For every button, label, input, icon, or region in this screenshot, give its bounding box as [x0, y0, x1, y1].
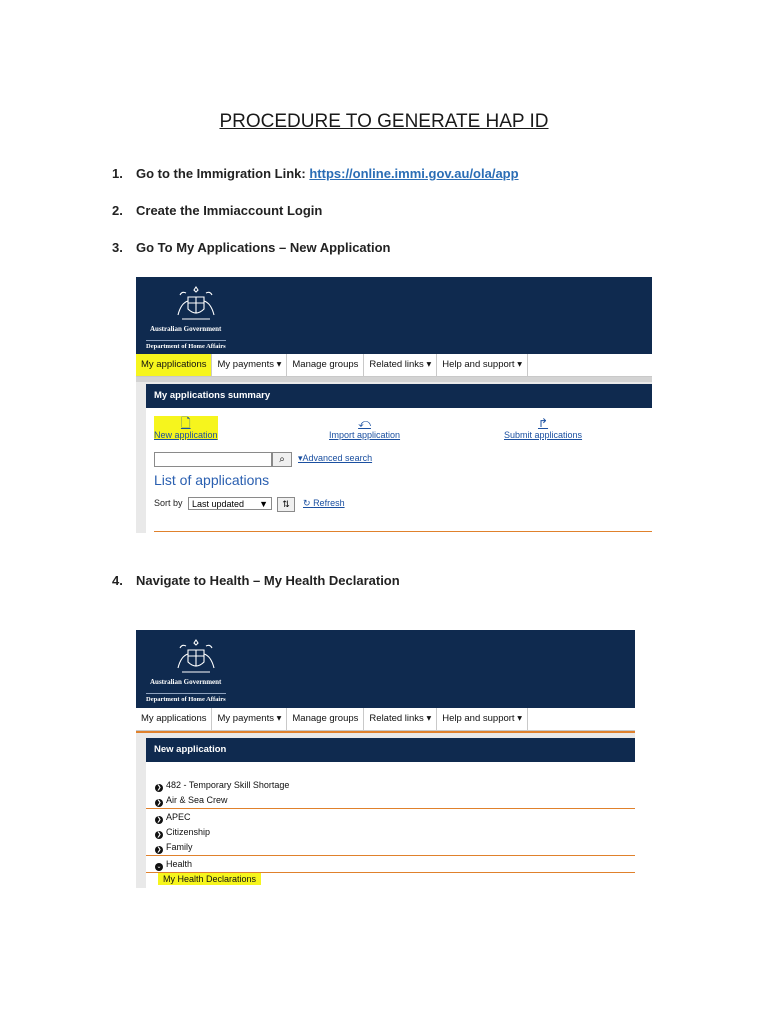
- coat-of-arms-icon: [174, 285, 218, 323]
- banner-government-text: Australian Government: [150, 678, 222, 686]
- search-button[interactable]: [272, 452, 292, 467]
- nav-help-support[interactable]: Help and support ▾: [437, 354, 528, 376]
- nav-my-payments[interactable]: My payments ▾: [212, 354, 287, 376]
- step-2: [112, 203, 322, 218]
- item-label: Family: [166, 842, 193, 852]
- banner-department-text: Department of Home Affairs: [146, 693, 226, 703]
- nav-my-payments[interactable]: My payments ▾: [212, 708, 287, 730]
- item-label: Health: [166, 859, 193, 869]
- search-icon: ⌕: [279, 454, 285, 465]
- top-nav: [136, 354, 652, 377]
- action-label: Import application: [329, 430, 401, 440]
- list-item[interactable]: [146, 825, 635, 840]
- chevron-right-icon: ❯: [156, 785, 162, 791]
- step-text: Go To My Applications – New Application: [136, 240, 391, 255]
- step-number: 4.: [112, 573, 123, 588]
- step-1: [112, 166, 519, 181]
- refresh-icon: ↻: [303, 498, 311, 508]
- nav-help-support[interactable]: Help and support ▾: [437, 708, 528, 730]
- coat-of-arms-icon: [174, 638, 218, 676]
- nav-my-applications[interactable]: My applications: [136, 354, 212, 376]
- screenshot-applications-summary: [136, 277, 652, 533]
- list-item[interactable]: [146, 840, 635, 856]
- step-text: Go to the Immigration Link:: [136, 166, 310, 181]
- step-text: Create the Immiaccount Login: [136, 203, 323, 218]
- advanced-search-label: Advanced search: [302, 453, 373, 463]
- list-item[interactable]: [146, 793, 635, 809]
- import-icon: ⤺: [358, 416, 371, 430]
- new-application-link[interactable]: [154, 416, 218, 440]
- step-number: 1.: [112, 166, 123, 181]
- step-3: [112, 240, 390, 255]
- top-nav: [136, 708, 635, 731]
- chevron-right-icon: ❯: [156, 817, 162, 823]
- nav-accent: [136, 731, 635, 733]
- nav-strip: [136, 377, 652, 382]
- item-label: Citizenship: [166, 827, 211, 837]
- list-item[interactable]: [146, 778, 635, 793]
- document-icon: 🗋: [154, 416, 218, 430]
- list-item-health[interactable]: [146, 857, 635, 873]
- site-banner: [136, 630, 635, 708]
- sort-icon: ⇅: [282, 499, 290, 509]
- chevron-down-icon: ⌄: [156, 864, 162, 870]
- screenshot-new-application: [136, 630, 635, 888]
- government-crest: [146, 638, 246, 703]
- banner-department-text: Department of Home Affairs: [146, 340, 226, 350]
- site-banner: [136, 277, 652, 354]
- my-health-declarations-link[interactable]: My Health Declarations: [158, 873, 261, 885]
- step-4: [112, 573, 400, 588]
- government-crest: [146, 285, 246, 350]
- panel-title: New application: [146, 738, 635, 762]
- step-number: 3.: [112, 240, 123, 255]
- submit-applications-link[interactable]: [504, 416, 582, 440]
- list-title: List of applications: [154, 472, 270, 488]
- item-label: Air & Sea Crew: [166, 795, 228, 805]
- chevron-right-icon: ❯: [156, 847, 162, 853]
- page-title: PROCEDURE TO GENERATE HAP ID: [219, 111, 549, 132]
- nav-related-links[interactable]: Related links ▾: [364, 354, 437, 376]
- summary-panel: [146, 384, 652, 533]
- list-item[interactable]: [146, 810, 635, 825]
- chevron-right-icon: ❯: [156, 800, 162, 806]
- nav-my-applications[interactable]: My applications: [136, 708, 212, 730]
- panel-title: My applications summary: [146, 384, 652, 408]
- action-label: Submit applications: [504, 430, 583, 440]
- sort-select[interactable]: [188, 497, 272, 510]
- banner-government-text: Australian Government: [150, 325, 222, 333]
- step-text: Navigate to Health – My Health Declaration: [136, 573, 400, 588]
- item-label: 482 - Temporary Skill Shortage: [166, 780, 290, 790]
- search-input[interactable]: [154, 452, 272, 467]
- sort-order-button[interactable]: [277, 497, 295, 512]
- new-application-panel: [146, 738, 635, 888]
- nav-manage-groups[interactable]: Manage groups: [287, 354, 364, 376]
- import-application-link[interactable]: [329, 416, 400, 440]
- immigration-link[interactable]: https://online.immi.gov.au/ola/app: [309, 166, 519, 181]
- sort-by-label: Sort by: [154, 498, 183, 508]
- submit-icon: ↱: [537, 416, 549, 430]
- refresh-link[interactable]: [303, 498, 345, 509]
- sort-value: Last updated: [192, 499, 245, 509]
- step-number: 2.: [112, 203, 123, 218]
- advanced-search-link[interactable]: ▾Advanced search: [298, 453, 373, 463]
- action-label: New application: [154, 430, 218, 440]
- nav-related-links[interactable]: Related links ▾: [364, 708, 437, 730]
- divider-line: [154, 531, 652, 532]
- item-label: APEC: [166, 812, 191, 822]
- refresh-label: Refresh: [313, 498, 345, 508]
- chevron-down-icon: ▼: [259, 499, 268, 509]
- nav-manage-groups[interactable]: Manage groups: [287, 708, 364, 730]
- chevron-right-icon: ❯: [156, 832, 162, 838]
